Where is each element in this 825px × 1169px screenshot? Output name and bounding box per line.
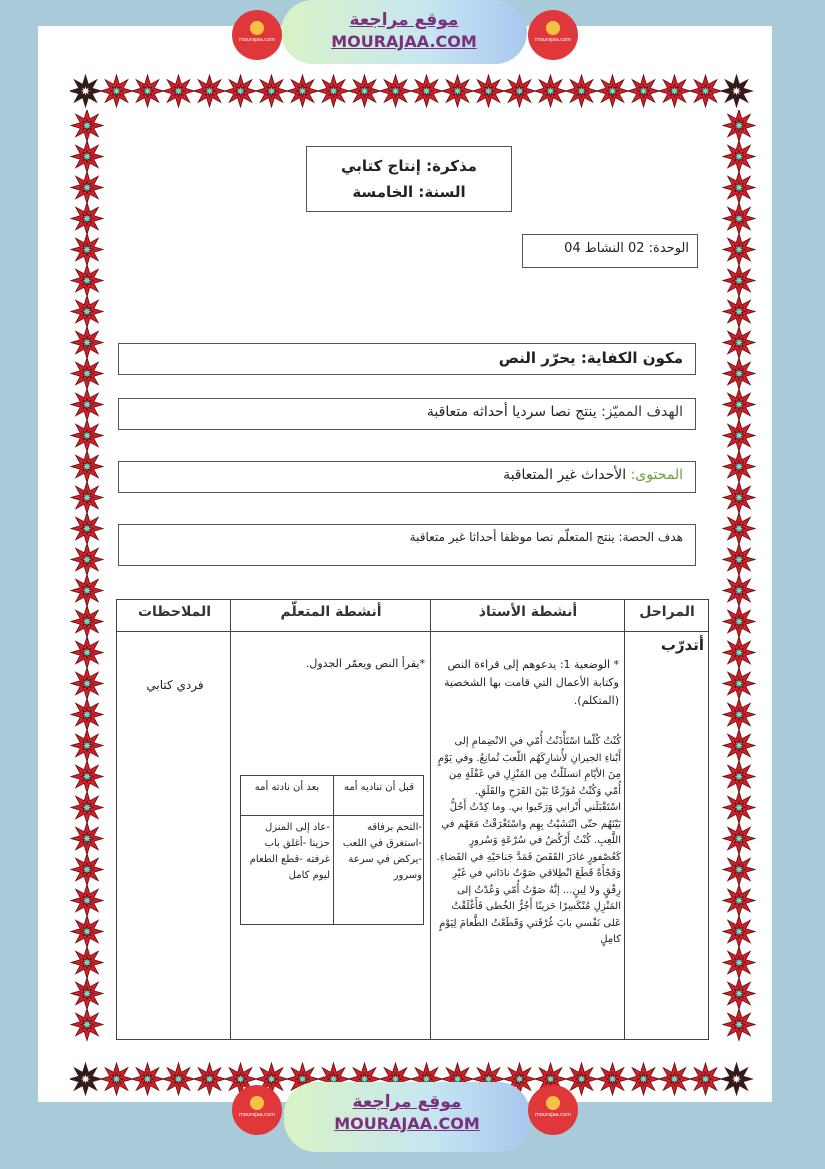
border-star-icon bbox=[733, 585, 745, 597]
site-badge-bottom[interactable] bbox=[284, 1082, 530, 1152]
after-call-text: -عاد إلى المنزل حزينا -أغلق باب غرفته -قطع الطعام ليوم كامل bbox=[249, 822, 330, 881]
site-logo-icon: mourajaa.com bbox=[232, 1085, 282, 1135]
border-star-icon bbox=[390, 85, 402, 97]
border-star-icon bbox=[607, 1073, 619, 1085]
site-name-en: MOURAJAA.COM bbox=[334, 1114, 480, 1133]
border-star-icon bbox=[81, 988, 93, 1000]
border-star-icon bbox=[204, 85, 216, 97]
border-star-icon bbox=[81, 151, 93, 163]
header-before-call: قبل أن تناديه أمه bbox=[344, 782, 414, 793]
site-logo-icon: mourajaa.com bbox=[528, 1085, 578, 1135]
border-star-icon bbox=[731, 85, 743, 97]
border-star-icon bbox=[733, 864, 745, 876]
border-star-icon bbox=[81, 802, 93, 814]
column-divider bbox=[333, 776, 334, 924]
border-star-icon bbox=[731, 1073, 743, 1085]
border-star-icon bbox=[81, 461, 93, 473]
notes-text: فردي كتابي bbox=[146, 678, 204, 692]
column-divider bbox=[624, 600, 625, 1039]
border-star-icon bbox=[733, 461, 745, 473]
border-star-icon bbox=[111, 85, 123, 97]
border-star-icon bbox=[235, 85, 247, 97]
lesson-goal-text: هدف الحصة: ينتج المتعلّم نصا موظفا أحداثا غير متعاقبة bbox=[409, 530, 683, 544]
border-star-icon bbox=[576, 1073, 588, 1085]
border-star-icon bbox=[733, 492, 745, 504]
border-star-icon bbox=[733, 802, 745, 814]
header-stages: المراحل bbox=[639, 604, 695, 620]
border-star-icon bbox=[81, 678, 93, 690]
border-star-icon bbox=[142, 85, 154, 97]
border-star-icon bbox=[81, 771, 93, 783]
border-star-icon bbox=[81, 864, 93, 876]
border-star-icon bbox=[328, 85, 340, 97]
border-star-icon bbox=[80, 1073, 92, 1085]
unit-activity-label: الوحدة: 02 النشاط 04 bbox=[564, 241, 689, 256]
border-star-icon bbox=[733, 244, 745, 256]
content-row bbox=[118, 461, 696, 493]
border-star-icon bbox=[638, 1073, 650, 1085]
border-star-icon bbox=[81, 399, 93, 411]
border-star-icon bbox=[81, 368, 93, 380]
memo-title-box bbox=[306, 146, 512, 212]
memo-year: السنة: الخامسة bbox=[352, 183, 466, 201]
border-star-icon bbox=[733, 306, 745, 318]
border-star-icon bbox=[81, 523, 93, 535]
border-star-icon bbox=[733, 740, 745, 752]
learner-task: *يقرأ النص ويعمّر الجدول. bbox=[305, 657, 425, 670]
site-logo-icon: mourajaa.com bbox=[232, 10, 282, 60]
border-star-icon bbox=[700, 85, 712, 97]
border-star-icon bbox=[81, 647, 93, 659]
site-name-ar: موقع مراجعة bbox=[352, 1092, 462, 1112]
border-star-icon bbox=[483, 85, 495, 97]
border-star-icon bbox=[669, 1073, 681, 1085]
teacher-task: * الوضعية 1: يدعوهم إلى قراءة النص وكتابة الأعمال التي قامت بها الشخصية (المتكلم). bbox=[443, 658, 619, 707]
header-notes: الملاحظات bbox=[137, 604, 212, 620]
site-name-ar: موقع مراجعة bbox=[349, 10, 459, 30]
border-star-icon bbox=[421, 85, 433, 97]
border-star-icon bbox=[514, 85, 526, 97]
border-star-icon bbox=[173, 1073, 185, 1085]
border-star-icon bbox=[266, 1073, 278, 1085]
border-star-icon bbox=[81, 120, 93, 132]
goal-row bbox=[118, 398, 696, 430]
border-star-icon bbox=[81, 740, 93, 752]
border-star-icon bbox=[733, 275, 745, 287]
border-star-icon bbox=[733, 430, 745, 442]
before-call-text: -التحم برفاقه -استغرق في اللعب -يركض في سرعة وسرور bbox=[342, 822, 422, 881]
border-star-icon bbox=[733, 678, 745, 690]
border-star-icon bbox=[81, 430, 93, 442]
competence-row bbox=[118, 343, 696, 375]
border-star-icon bbox=[733, 213, 745, 225]
border-star-icon bbox=[733, 523, 745, 535]
border-star-icon bbox=[733, 647, 745, 659]
border-star-icon bbox=[733, 616, 745, 628]
border-star-icon bbox=[81, 275, 93, 287]
lesson-goal-row bbox=[118, 524, 696, 566]
competence-text: مكون الكفاية: يحرّر النص bbox=[498, 349, 683, 367]
border-star-icon bbox=[81, 585, 93, 597]
border-star-icon bbox=[733, 151, 745, 163]
column-divider bbox=[230, 600, 231, 1039]
site-badge-top[interactable] bbox=[281, 0, 527, 64]
decorative-border-right bbox=[720, 110, 758, 1060]
border-star-icon bbox=[733, 833, 745, 845]
border-star-icon bbox=[111, 1073, 123, 1085]
border-star-icon bbox=[173, 85, 185, 97]
border-star-icon bbox=[700, 1073, 712, 1085]
border-star-icon bbox=[81, 306, 93, 318]
border-star-icon bbox=[142, 1073, 154, 1085]
border-star-icon bbox=[81, 616, 93, 628]
border-star-icon bbox=[733, 988, 745, 1000]
header-teacher: أنشطة الأستاذ bbox=[478, 604, 578, 620]
site-logo-icon: mourajaa.com bbox=[528, 10, 578, 60]
goal-label: الهدف المميّز: bbox=[601, 404, 683, 420]
border-star-icon bbox=[204, 1073, 216, 1085]
goal-text: ينتج نصا سرديا أحداثه متعاقبة bbox=[426, 404, 597, 420]
memo-title: مذكرة: إنتاج كتابي bbox=[341, 157, 477, 175]
border-star-icon bbox=[733, 120, 745, 132]
content-label: المحتوى: bbox=[630, 467, 683, 483]
border-star-icon bbox=[607, 85, 619, 97]
border-star-icon bbox=[81, 213, 93, 225]
border-star-icon bbox=[733, 554, 745, 566]
border-star-icon bbox=[81, 244, 93, 256]
header-learner: أنشطة المتعلّم bbox=[280, 604, 382, 620]
border-star-icon bbox=[545, 1073, 557, 1085]
border-star-icon bbox=[81, 1019, 93, 1031]
border-star-icon bbox=[359, 85, 371, 97]
border-star-icon bbox=[733, 399, 745, 411]
border-star-icon bbox=[81, 895, 93, 907]
border-star-icon bbox=[733, 368, 745, 380]
border-star-icon bbox=[81, 926, 93, 938]
border-star-icon bbox=[81, 492, 93, 504]
border-star-icon bbox=[80, 85, 92, 97]
border-star-icon bbox=[297, 85, 309, 97]
border-star-icon bbox=[81, 833, 93, 845]
border-star-icon bbox=[733, 895, 745, 907]
border-star-icon bbox=[733, 182, 745, 194]
border-star-icon bbox=[81, 337, 93, 349]
border-star-icon bbox=[733, 337, 745, 349]
border-star-icon bbox=[733, 957, 745, 969]
border-star-icon bbox=[81, 709, 93, 721]
border-star-icon bbox=[452, 85, 464, 97]
border-star-icon bbox=[733, 926, 745, 938]
content-text: الأحداث غير المتعاقبة bbox=[503, 467, 627, 483]
column-divider bbox=[430, 600, 431, 1039]
story-text: كُنْتُ كُلّما اسْتَأْذَنْتُ أُمّي في الانْضِمامِ إلى أَبْناءِ الجيرانِ لأُشارِكَهُم اللّعبَ تُمانِعُ. وفي يَوْمٍ مِنَ الأيّامِ انسلَلْتُ مِن المَنْزِلِ في غَفْلَةٍ مِن أُمّي وَكُنْتُ مُوَزّعًا بَيْنَ الفَرَحِ والقَلَقِ. اسْتَقْبَلَني أَتْرابي وَرَحّبوا بي. وما كِدْتُ أَحُلُّ بَيْنَهُم حتّى انْتَشَيْتُ بِهِم واسْتَغْرَقْتُ مَعَهُم في اللَّعِبِ. كُنْتُ أَرْكُضُ في سُرْعَةٍ وَسُرورٍ كَعُصْفورٍ غادَرَ القَفَصَ فَمَدَّ جَناحَيْهِ في الفَضاءِ. وَفَجْأَةً قَطَعَ انْطِلاقي صَوْتٌ نادَاني في غَيْرِ رِفْقٍ ولا لِينٍ... إنَّهُ صَوْتُ أُمّي وَعُدْتُ إلى المَنْزِلِ مُنْكَسِرًا حَزينًا أَجُرُّ الخُطى فَأَغْلَقْتُ عَلى نَفْسي بابَ غُرْفَتي وَقَطَعْتُ الطَّعامَ لِيَوْمٍ كامِلٍ bbox=[436, 736, 621, 945]
border-star-icon bbox=[576, 85, 588, 97]
border-star-icon bbox=[81, 957, 93, 969]
decorative-border-left bbox=[68, 110, 106, 1060]
header-after-call: بعد أن نادته أمه bbox=[254, 782, 320, 793]
border-star-icon bbox=[235, 1073, 247, 1085]
border-star-icon bbox=[733, 1019, 745, 1031]
border-star-icon bbox=[266, 85, 278, 97]
border-star-icon bbox=[81, 554, 93, 566]
events-table bbox=[240, 775, 424, 925]
border-star-icon bbox=[638, 85, 650, 97]
decorative-border-top bbox=[70, 72, 756, 110]
border-star-icon bbox=[733, 771, 745, 783]
stage-label: أتدرّب bbox=[660, 636, 704, 654]
site-name-en: MOURAJAA.COM bbox=[331, 32, 477, 51]
border-star-icon bbox=[669, 85, 681, 97]
unit-activity-box bbox=[522, 234, 698, 268]
border-star-icon bbox=[733, 709, 745, 721]
border-star-icon bbox=[81, 182, 93, 194]
border-star-icon bbox=[545, 85, 557, 97]
